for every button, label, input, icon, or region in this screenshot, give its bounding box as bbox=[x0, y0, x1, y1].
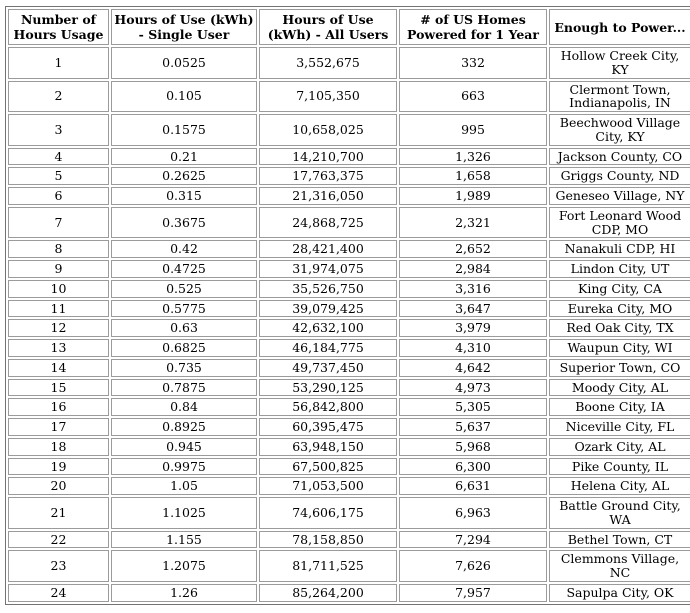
table-cell: 35,526,750 bbox=[259, 280, 397, 298]
table-cell: 6,300 bbox=[399, 458, 547, 476]
table-row bbox=[8, 260, 690, 278]
table-cell: 0.9975 bbox=[111, 458, 257, 476]
table-row bbox=[8, 398, 690, 416]
table-body bbox=[8, 47, 690, 602]
table-row bbox=[8, 300, 690, 318]
table-cell: 0.5775 bbox=[111, 300, 257, 318]
table-cell: Fort Leonard Wood CDP, MO bbox=[549, 207, 690, 239]
energy-usage-table bbox=[5, 6, 690, 605]
table-cell: 1,989 bbox=[399, 187, 547, 205]
table-cell: 1.155 bbox=[111, 531, 257, 549]
table-cell: 0.6825 bbox=[111, 339, 257, 357]
table-cell: 1,658 bbox=[399, 167, 547, 185]
table-cell: Hollow Creek City, KY bbox=[549, 47, 690, 79]
table-cell: Waupun City, WI bbox=[549, 339, 690, 357]
table-cell: 8 bbox=[8, 240, 109, 258]
table-cell: 24,868,725 bbox=[259, 207, 397, 239]
table-cell: 14,210,700 bbox=[259, 148, 397, 166]
table-cell: Pike County, IL bbox=[549, 458, 690, 476]
table-cell: 53,290,125 bbox=[259, 379, 397, 397]
table-cell: 0.735 bbox=[111, 359, 257, 377]
col-header-hours-of-use-single-user: Hours of Use (kWh) - Single User bbox=[111, 9, 257, 45]
table-cell: 0.525 bbox=[111, 280, 257, 298]
table-cell: 21,316,050 bbox=[259, 187, 397, 205]
table-row bbox=[8, 114, 690, 146]
table-cell: 1.26 bbox=[111, 584, 257, 602]
table-cell: 0.3675 bbox=[111, 207, 257, 239]
table-cell: 23 bbox=[8, 550, 109, 582]
table-row bbox=[8, 339, 690, 357]
table-cell: Clemmons Village, NC bbox=[549, 550, 690, 582]
table-cell: 0.84 bbox=[111, 398, 257, 416]
table-cell: 31,974,075 bbox=[259, 260, 397, 278]
table-cell: 63,948,150 bbox=[259, 438, 397, 456]
table-cell: 15 bbox=[8, 379, 109, 397]
table-cell: 6,631 bbox=[399, 477, 547, 495]
table-cell: 14 bbox=[8, 359, 109, 377]
table-row bbox=[8, 418, 690, 436]
table-cell: 46,184,775 bbox=[259, 339, 397, 357]
table-cell: 0.4725 bbox=[111, 260, 257, 278]
table-row bbox=[8, 379, 690, 397]
table-row bbox=[8, 550, 690, 582]
table-cell: 2,321 bbox=[399, 207, 547, 239]
table-cell: 60,395,475 bbox=[259, 418, 397, 436]
table-cell: 7,957 bbox=[399, 584, 547, 602]
table-cell: 6,963 bbox=[399, 497, 547, 529]
table-cell: 28,421,400 bbox=[259, 240, 397, 258]
table-cell: 71,053,500 bbox=[259, 477, 397, 495]
table-cell: 2,652 bbox=[399, 240, 547, 258]
table-cell: 0.0525 bbox=[111, 47, 257, 79]
table-cell: Helena City, AL bbox=[549, 477, 690, 495]
col-header-homes-powered: # of US Homes Powered for 1 Year bbox=[399, 9, 547, 45]
table-cell: Griggs County, ND bbox=[549, 167, 690, 185]
table-cell: 5,637 bbox=[399, 418, 547, 436]
table-row bbox=[8, 81, 690, 113]
table-cell: 1,326 bbox=[399, 148, 547, 166]
table-cell: 12 bbox=[8, 319, 109, 337]
table-cell: 663 bbox=[399, 81, 547, 113]
table-cell: 56,842,800 bbox=[259, 398, 397, 416]
table-cell: Battle Ground City, WA bbox=[549, 497, 690, 529]
table-row bbox=[8, 207, 690, 239]
table-cell: 0.945 bbox=[111, 438, 257, 456]
table-row bbox=[8, 497, 690, 529]
table-cell: 4,310 bbox=[399, 339, 547, 357]
table-cell: 18 bbox=[8, 438, 109, 456]
header-row bbox=[8, 9, 690, 45]
table-cell: 9 bbox=[8, 260, 109, 278]
table-cell: 5,968 bbox=[399, 438, 547, 456]
table-cell: 3 bbox=[8, 114, 109, 146]
table-cell: Niceville City, FL bbox=[549, 418, 690, 436]
table-cell: 0.1575 bbox=[111, 114, 257, 146]
table-row bbox=[8, 477, 690, 495]
table-cell: 2,984 bbox=[399, 260, 547, 278]
table-cell: 0.2625 bbox=[111, 167, 257, 185]
table-cell: 10,658,025 bbox=[259, 114, 397, 146]
table-row bbox=[8, 240, 690, 258]
table-cell: 39,079,425 bbox=[259, 300, 397, 318]
table-cell: 13 bbox=[8, 339, 109, 357]
table-cell: 0.8925 bbox=[111, 418, 257, 436]
table-cell: 0.42 bbox=[111, 240, 257, 258]
table-cell: 7 bbox=[8, 207, 109, 239]
table-cell: 17,763,375 bbox=[259, 167, 397, 185]
col-header-enough-to-power: Enough to Power... bbox=[549, 9, 690, 45]
table-cell: 1.05 bbox=[111, 477, 257, 495]
table-row bbox=[8, 148, 690, 166]
table-cell: Ozark City, AL bbox=[549, 438, 690, 456]
table-cell: 20 bbox=[8, 477, 109, 495]
table-cell: Clermont Town, Indianapolis, IN bbox=[549, 81, 690, 113]
table-cell: 3,647 bbox=[399, 300, 547, 318]
table-cell: 3,979 bbox=[399, 319, 547, 337]
table-cell: 5 bbox=[8, 167, 109, 185]
table-cell: Sapulpa City, OK bbox=[549, 584, 690, 602]
col-header-number-of-hours-usage: Number of Hours Usage bbox=[8, 9, 109, 45]
table-row bbox=[8, 47, 690, 79]
table-cell: 24 bbox=[8, 584, 109, 602]
table-cell: 21 bbox=[8, 497, 109, 529]
table-cell: 3,316 bbox=[399, 280, 547, 298]
table-cell: 19 bbox=[8, 458, 109, 476]
table-cell: 81,711,525 bbox=[259, 550, 397, 582]
table-cell: 1.1025 bbox=[111, 497, 257, 529]
table-cell: 22 bbox=[8, 531, 109, 549]
table-header bbox=[8, 9, 690, 45]
table-cell: 0.7875 bbox=[111, 379, 257, 397]
table-cell: Superior Town, CO bbox=[549, 359, 690, 377]
table-cell: Boone City, IA bbox=[549, 398, 690, 416]
table-cell: 2 bbox=[8, 81, 109, 113]
table-cell: Lindon City, UT bbox=[549, 260, 690, 278]
table-cell: 16 bbox=[8, 398, 109, 416]
table-cell: 10 bbox=[8, 280, 109, 298]
table-row bbox=[8, 531, 690, 549]
table-cell: 42,632,100 bbox=[259, 319, 397, 337]
table-cell: 0.105 bbox=[111, 81, 257, 113]
table-row bbox=[8, 458, 690, 476]
col-header-hours-of-use-all-users: Hours of Use (kWh) - All Users bbox=[259, 9, 397, 45]
table-cell: 995 bbox=[399, 114, 547, 146]
table-cell: 7,294 bbox=[399, 531, 547, 549]
table-cell: 4 bbox=[8, 148, 109, 166]
table-cell: 17 bbox=[8, 418, 109, 436]
table-row bbox=[8, 359, 690, 377]
table-cell: 7,105,350 bbox=[259, 81, 397, 113]
table-cell: 78,158,850 bbox=[259, 531, 397, 549]
table-cell: Moody City, AL bbox=[549, 379, 690, 397]
table-cell: Geneseo Village, NY bbox=[549, 187, 690, 205]
table-cell: 3,552,675 bbox=[259, 47, 397, 79]
table-cell: Nanakuli CDP, HI bbox=[549, 240, 690, 258]
table-cell: 6 bbox=[8, 187, 109, 205]
table-cell: Jackson County, CO bbox=[549, 148, 690, 166]
table-row bbox=[8, 438, 690, 456]
table-cell: Eureka City, MO bbox=[549, 300, 690, 318]
table-cell: Bethel Town, CT bbox=[549, 531, 690, 549]
table-cell: 332 bbox=[399, 47, 547, 79]
table-cell: 7,626 bbox=[399, 550, 547, 582]
table-cell: 74,606,175 bbox=[259, 497, 397, 529]
table-cell: 85,264,200 bbox=[259, 584, 397, 602]
table-row bbox=[8, 167, 690, 185]
table-cell: 0.21 bbox=[111, 148, 257, 166]
table-row bbox=[8, 280, 690, 298]
table-row bbox=[8, 584, 690, 602]
table-cell: 5,305 bbox=[399, 398, 547, 416]
table-cell: 1 bbox=[8, 47, 109, 79]
table-cell: 4,642 bbox=[399, 359, 547, 377]
table-cell: Red Oak City, TX bbox=[549, 319, 690, 337]
table-cell: 1.2075 bbox=[111, 550, 257, 582]
table-cell: King City, CA bbox=[549, 280, 690, 298]
table-cell: 0.63 bbox=[111, 319, 257, 337]
table-cell: 67,500,825 bbox=[259, 458, 397, 476]
table-cell: 4,973 bbox=[399, 379, 547, 397]
table-row bbox=[8, 319, 690, 337]
table-cell: 11 bbox=[8, 300, 109, 318]
table-cell: 49,737,450 bbox=[259, 359, 397, 377]
table-row bbox=[8, 187, 690, 205]
table-cell: Beechwood Village City, KY bbox=[549, 114, 690, 146]
table-cell: 0.315 bbox=[111, 187, 257, 205]
